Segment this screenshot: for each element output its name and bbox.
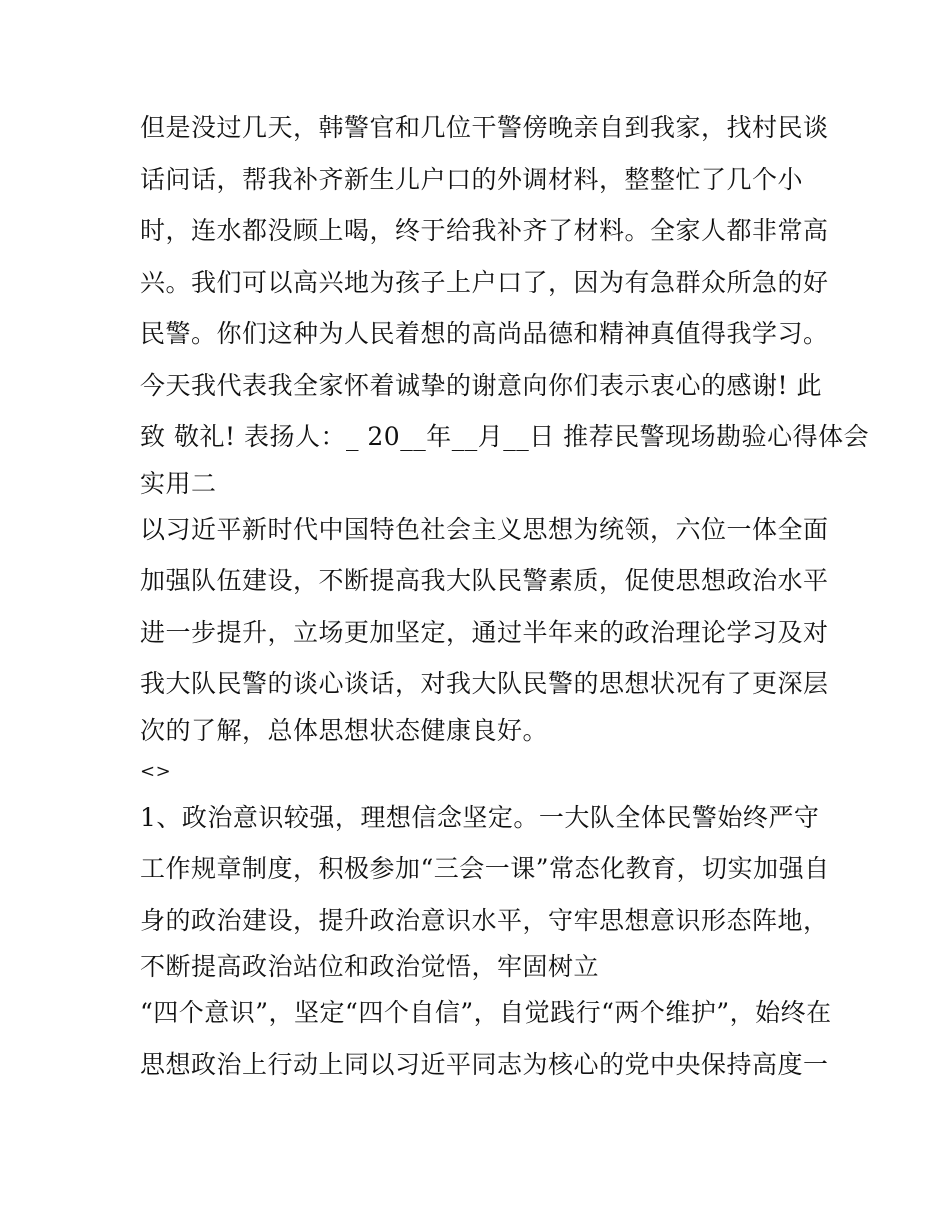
text-line: 时，连水都没顾上喝，终于给我补齐了材料。全家人都非常高	[140, 216, 829, 245]
text-line: 工作规章制度，积极参加“三会一课”常态化教育，切实加强自	[140, 854, 830, 883]
text-line: 1、政治意识较强，理想信念坚定。一大队全体民警始终严守	[140, 802, 820, 832]
document-body	[140, 102, 870, 1090]
text-line: “四个意识”，坚定“四个自信”，自觉践行“两个维护”，始终在	[140, 998, 832, 1027]
text-line: 民警。你们这种为人民着想的高尚品德和精神真值得我学习。	[140, 319, 829, 348]
text-line: 但是没过几天，韩警官和几位干警傍晚亲自到我家，找村民谈	[140, 113, 829, 142]
angle-bracket-marker: <>	[140, 760, 172, 782]
text-line: 我大队民警的谈心谈话，对我大队民警的思想状况有了更深层	[140, 669, 829, 698]
text-line: 话问话，帮我补齐新生儿户口的外调材料，整整忙了几个小	[140, 164, 804, 194]
text-line: 加强队伍建设，不断提高我大队民警素质，促使思想政治水平	[140, 566, 829, 595]
text-line: 今天我代表我全家怀着诚挚的谢意向你们表示衷心的感谢! 此	[140, 370, 822, 400]
text-line: 思想政治上行动上同以习近平同志为核心的党中央保持高度一	[140, 1049, 829, 1079]
text-line: 进一步提升，立场更加坚定，通过半年来的政治理论学习及对	[140, 617, 829, 647]
text-line: 致 敬礼! 表扬人：_ 20__年__月__日 推荐民警现场勘验心得体会	[140, 422, 870, 451]
text-line: 兴。我们可以高兴地为孩子上户口了，因为有急群众所急的好	[140, 267, 829, 297]
text-line: 次的了解，总体思想状态健康良好。	[140, 715, 549, 745]
text-line: 实用二	[140, 468, 217, 498]
text-line: 不断提高政治站位和政治觉悟，牢固树立	[140, 952, 600, 981]
text-line: 身的政治建设，提升政治意识水平，守牢思想意识形态阵地，	[140, 905, 829, 935]
text-line: 以习近平新时代中国特色社会主义思想为统领，六位一体全面	[140, 514, 829, 544]
